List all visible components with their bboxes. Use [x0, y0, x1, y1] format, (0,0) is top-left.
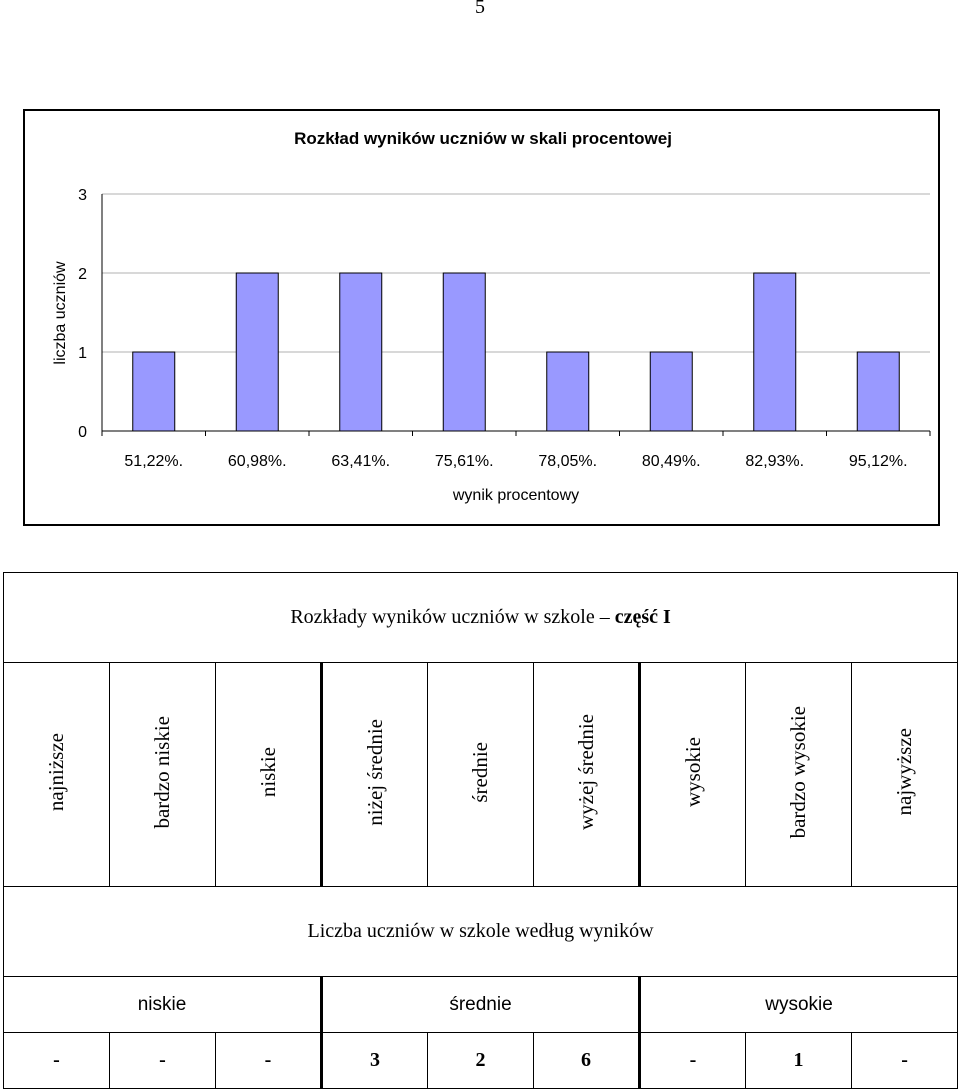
- category-cell: [852, 663, 958, 887]
- x-tick-label: 80,49%.: [641, 453, 701, 470]
- caption-part: część I: [614, 606, 671, 628]
- results-table: [3, 572, 958, 1089]
- category-label: bardzo wysokie: [786, 705, 810, 839]
- x-tick-label: 82,93%.: [745, 453, 805, 470]
- bar: [340, 273, 382, 431]
- bar-chart: [23, 109, 940, 526]
- bar: [236, 273, 278, 431]
- category-cell: [534, 663, 640, 887]
- count-cell: 2: [428, 1033, 534, 1089]
- bar: [547, 352, 589, 431]
- caption-dash: –: [599, 606, 610, 628]
- category-label: niżej średnie: [362, 718, 387, 826]
- y-tick-label: 2: [78, 266, 87, 283]
- bar: [133, 352, 175, 431]
- category-label: najwyższe: [892, 728, 917, 816]
- category-cell: [4, 663, 110, 887]
- bar: [443, 273, 485, 431]
- x-tick-label: 60,98%.: [227, 453, 287, 470]
- category-label: najniższe: [44, 732, 68, 812]
- x-tick-label: 51,22%.: [124, 453, 184, 470]
- y-tick-label: 3: [78, 187, 87, 204]
- x-tick-label: 63,41%.: [331, 453, 391, 470]
- x-tick-label: 95,12%.: [848, 453, 908, 470]
- x-tick-label: 78,05%.: [538, 453, 598, 470]
- group-cell: niskie: [4, 977, 322, 1033]
- bar: [754, 273, 796, 431]
- category-label: wyżej średnie: [573, 713, 598, 831]
- chart-canvas: [25, 111, 942, 528]
- count-cell: -: [110, 1033, 216, 1089]
- category-label: niskie: [255, 746, 280, 798]
- caption-text: Rozkłady wyników uczniów w szkole: [290, 606, 595, 628]
- count-cell: -: [216, 1033, 322, 1089]
- bar: [857, 352, 899, 431]
- page-number: 5: [475, 0, 485, 18]
- count-cell: 1: [746, 1033, 852, 1089]
- x-tick-label: 75,61%.: [434, 453, 494, 470]
- group-row: [4, 977, 958, 1033]
- bar: [650, 352, 692, 431]
- category-row: [4, 663, 958, 887]
- y-tick-label: 1: [78, 345, 87, 362]
- category-cell: [746, 663, 852, 887]
- chart-title: Rozkład wyników uczniów w skali procentowej: [294, 129, 672, 148]
- category-cell: [428, 663, 534, 887]
- y-axis-label: liczba uczniów: [52, 261, 69, 365]
- x-axis-label: wynik procentowy: [452, 487, 580, 504]
- category-cell: [216, 663, 322, 887]
- table-caption: [4, 573, 958, 663]
- count-cell: 6: [534, 1033, 640, 1089]
- category-label: wysokie: [680, 737, 705, 807]
- y-tick-label: 0: [78, 424, 87, 441]
- count-cell: -: [4, 1033, 110, 1089]
- count-cell: -: [852, 1033, 958, 1089]
- count-row: [4, 1033, 958, 1089]
- group-cell: średnie: [322, 977, 640, 1033]
- category-label: średnie: [468, 741, 492, 803]
- count-cell: 3: [322, 1033, 428, 1089]
- category-cell: [110, 663, 216, 887]
- category-cell: [322, 663, 428, 887]
- table-subtitle: Liczba uczniów w szkole według wyników: [4, 887, 958, 977]
- category-cell: [640, 663, 746, 887]
- category-label: bardzo niskie: [150, 715, 174, 829]
- group-cell: wysokie: [640, 977, 958, 1033]
- count-cell: -: [640, 1033, 746, 1089]
